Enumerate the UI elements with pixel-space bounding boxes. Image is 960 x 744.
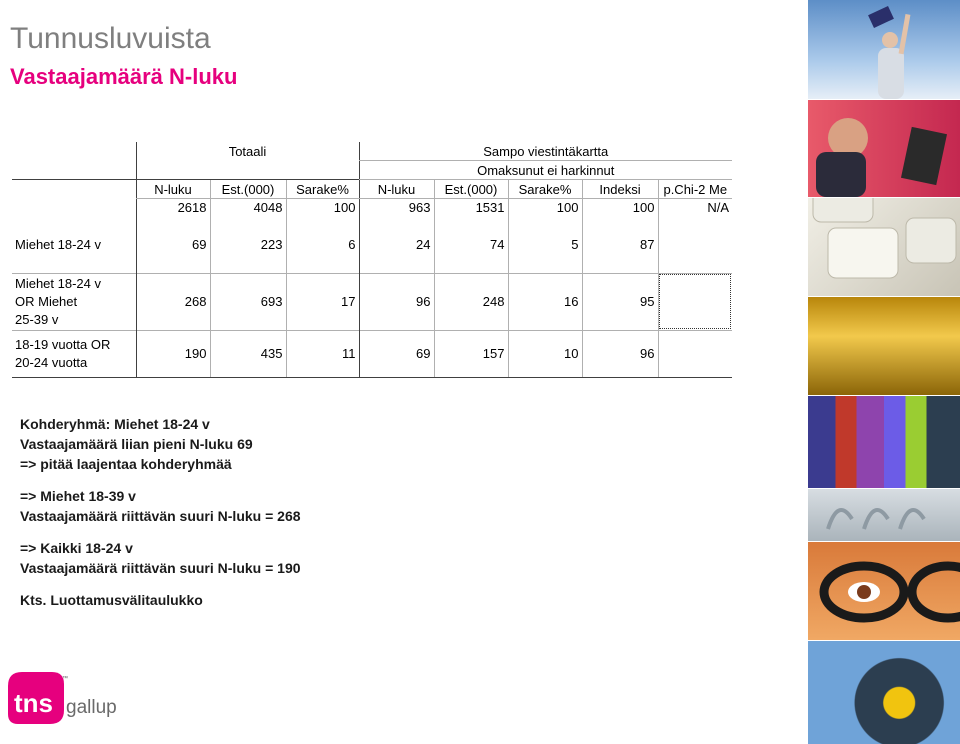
table-cell: 5 [508,217,582,274]
table-cell: 157 [434,330,508,377]
table-cell: 74 [434,217,508,274]
note-line: Vastaajamäärä riittävän suuri N-luku = 190 [20,560,301,576]
logo-tm: ™ [62,676,68,682]
column-header: p.Chi-2 Me [658,180,732,199]
column-header: N-luku [136,180,210,199]
table-cell: N/A [658,199,732,217]
photo-sky-person [808,0,960,99]
table-cell: 69 [136,217,210,274]
table-cell [658,273,732,330]
table-cell: 24 [359,217,434,274]
column-header: N-luku [359,180,434,199]
logo-name: gallup [66,697,117,718]
note-line: Vastaajamäärä riittävän suuri N-luku = 268 [20,508,301,524]
table-cell: 95 [582,273,658,330]
row-label: 18-19 vuotta OR 20-24 vuotta [12,330,136,377]
table-cell: 1531 [434,199,508,217]
photo-binders [808,396,960,488]
note-line: Kohderyhmä: Miehet 18-24 v [20,416,210,432]
note-line: Vastaajamäärä liian pieni N-luku 69 [20,436,253,452]
column-header: Sarake% [286,180,359,199]
photo-eye-glasses [808,542,960,640]
table-cell: 10 [508,330,582,377]
table-cell [658,330,732,377]
table-cell: 17 [286,273,359,330]
column-header: Sarake% [508,180,582,199]
table-cell: 2618 [136,199,210,217]
table-cell: 100 [582,199,658,217]
table-cell: 223 [210,217,286,274]
table-row [12,330,732,377]
table-cell: 963 [359,199,434,217]
group-header-total: Totaali [136,142,359,161]
crosstab-table [12,142,732,380]
table-row [12,199,732,217]
group-header-sampo: Sampo viestintäkartta [359,142,732,161]
table-cell: 190 [136,330,210,377]
note-line: Kts. Luottamusvälitaulukko [20,592,203,608]
photo-screaming-man [808,100,960,197]
table-cell: 100 [508,199,582,217]
table-cell: 4048 [210,199,286,217]
row-label: Miehet 18-24 v OR Miehet 25-39 v [12,273,136,330]
tns-gallup-logo [4,668,144,728]
note-line: => pitää laajentaa kohderyhmää [20,456,232,472]
table-cell: 96 [582,330,658,377]
table-cell: 6 [286,217,359,274]
column-header: Est.(000) [210,180,286,199]
notes [20,414,301,610]
photo-rings [808,489,960,541]
table-row [12,217,732,274]
photo-coins [808,297,960,395]
table-cell: 268 [136,273,210,330]
photo-strip [808,0,960,744]
table-cell: 87 [582,217,658,274]
photo-keyboard-enter [808,198,960,296]
table-cell: 693 [210,273,286,330]
subgroup-header: Omaksunut ei harkinnut [359,161,732,180]
note-line: => Kaikki 18-24 v [20,540,133,556]
table-cell: 96 [359,273,434,330]
table-cell: 248 [434,273,508,330]
column-header: Est.(000) [434,180,508,199]
table-cell: 435 [210,330,286,377]
page-title: Tunnusluvuista [10,22,211,55]
table-cell [658,217,732,274]
table-cell: 11 [286,330,359,377]
table-cell: 100 [286,199,359,217]
row-label: Miehet 18-24 v [15,236,101,252]
table-cell: 69 [359,330,434,377]
page-subtitle: Vastaajamäärä N-luku [10,64,238,89]
logo-brand: tns [14,688,53,718]
row-label [12,199,136,217]
table-row [12,273,732,330]
table-cell: 16 [508,273,582,330]
column-header: Indeksi [582,180,658,199]
note-line: => Miehet 18-39 v [20,488,136,504]
photo-team-hands [808,641,960,744]
